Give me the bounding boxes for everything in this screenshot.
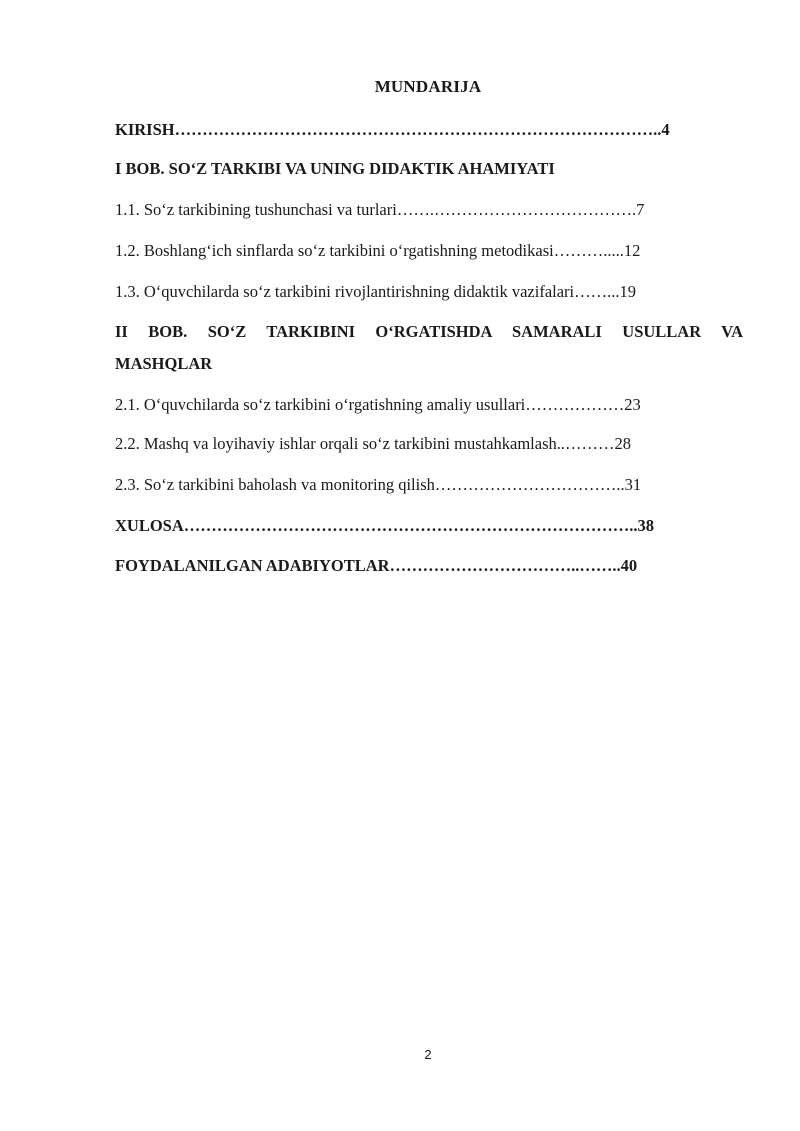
toc-chapter-2-line-2: MASHQLAR bbox=[115, 354, 213, 373]
toc-entry-xulosa: XULOSA………………………………………………………………………..38 bbox=[115, 516, 655, 535]
toc-chapter-2-line-1: II BOB. SO‘Z TARKIBINI O‘RGATISHDA SAMARALI USULLAR VA bbox=[115, 322, 743, 341]
toc-chapter-1-heading: I BOB. SO‘Z TARKIBI VA UNING DIDAKTIK AHAMIYATI bbox=[115, 159, 555, 178]
toc-entry-kirish: KIRISH……………………………………………………………………………..4 bbox=[115, 120, 670, 139]
toc-entry-1-3: 1.3. O‘quvchilarda so‘z tarkibini rivojlantirishning didaktik vazifalari……...19 bbox=[115, 282, 636, 301]
toc-title: MUNDARIJA bbox=[374, 77, 482, 96]
toc-entry-2-1: 2.1. O‘quvchilarda so‘z tarkibini o‘rgatishning amaliy usullari………………23 bbox=[115, 395, 641, 414]
toc-entry-1-2: 1.2. Boshlang‘ich sinflarda so‘z tarkibini o‘rgatishning metodikasi……….....12 bbox=[115, 241, 641, 260]
toc-entry-2-3: 2.3. So‘z tarkibini baholash va monitoring qilish……………………………..31 bbox=[115, 475, 642, 494]
toc-entry-1-1: 1.1. So‘z tarkibining tushunchasi va turlari…….……………………………….7 bbox=[115, 200, 645, 219]
toc-entry-2-2: 2.2. Mashq va loyihaviy ishlar orqali so‘z tarkibini mustahkamlash..………28 bbox=[115, 434, 632, 453]
toc-entry-adabiyotlar: FOYDALANILGAN ADABIYOTLAR……………………………..……..40 bbox=[115, 556, 638, 575]
toc-chapter-2-heading bbox=[115, 316, 743, 380]
page-number: 2 bbox=[424, 1047, 432, 1062]
